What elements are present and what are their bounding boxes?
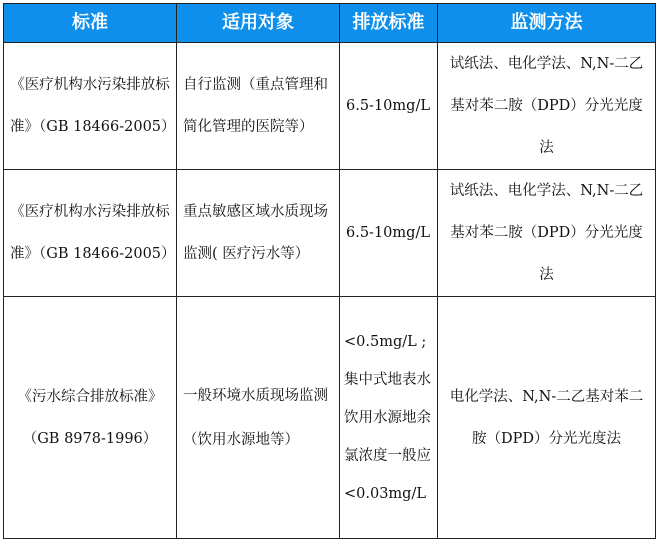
standard-cell: 《医疗机构水污染排放标准》（GB 18466-2005） [4,170,177,297]
standard-cell: 《医疗机构水污染排放标准》（GB 18466-2005） [4,43,177,170]
method-cell: 电化学法、N,N-二乙基对苯二胺（DPD）分光光度法 [438,297,656,539]
target-cell: 自行监测（重点管理和简化管理的医院等） [177,43,340,170]
header-target: 适用对象 [177,4,340,43]
table-row [4,43,656,170]
limit-cell: 6.5-10mg/L [340,170,438,297]
limit-cell: 6.5-10mg/L [340,43,438,170]
header-limit: 排放标准 [340,4,438,43]
table-row [4,170,656,297]
limit-cell: <0.5mg/L ;集中式地表水饮用水源地余氯浓度一般应<0.03mg/L [340,297,438,539]
target-cell: 一般环境水质现场监测（饮用水源地等） [177,297,340,539]
monitoring-standards-table [3,3,656,539]
header-row [4,4,656,43]
header-standard: 标准 [4,4,177,43]
method-cell: 试纸法、电化学法、N,N-二乙基对苯二胺（DPD）分光光度法 [438,43,656,170]
target-cell: 重点敏感区域水质现场监测( 医疗污水等） [177,170,340,297]
standard-cell: 《污水综合排放标准》（GB 8978-1996） [4,297,177,539]
table-row [4,297,656,539]
method-cell: 试纸法、电化学法、N,N-二乙基对苯二胺（DPD）分光光度法 [438,170,656,297]
header-method: 监测方法 [438,4,656,43]
